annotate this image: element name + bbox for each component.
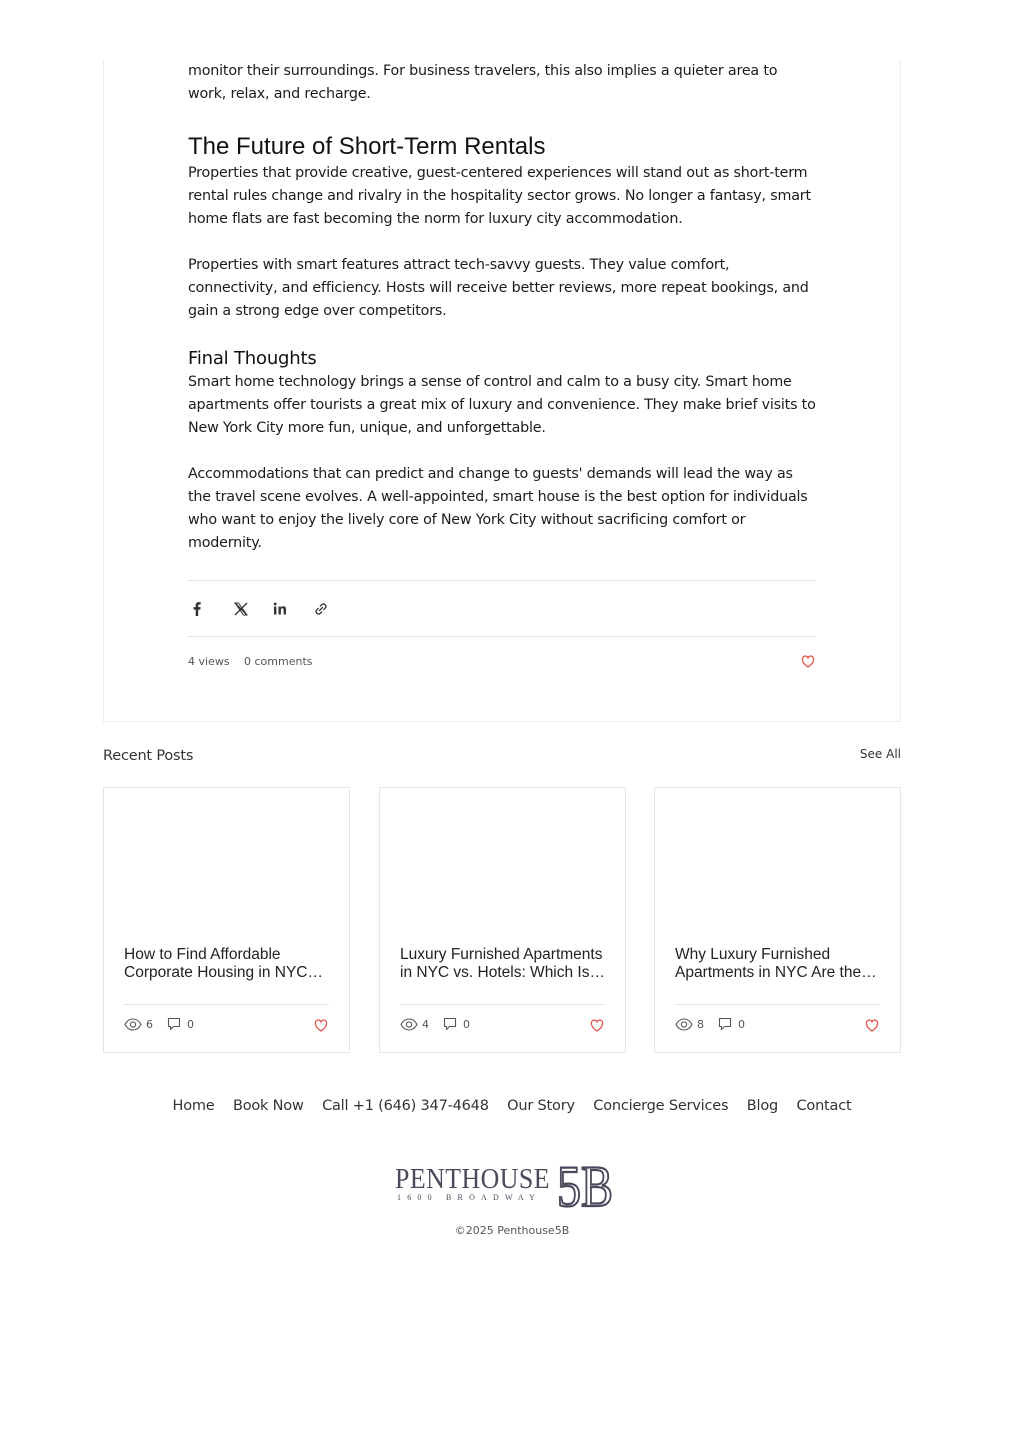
intro-paragraph-tail: monitor their surroundings. For business travelers, this also implies a quieter area to work, relax, and recharge.: [188, 63, 778, 102]
post-card[interactable]: [103, 787, 350, 1053]
comment-icon[interactable]: [443, 1017, 457, 1031]
comments-count: 0: [187, 1018, 194, 1031]
facebook-icon[interactable]: [188, 600, 206, 618]
post-title[interactable]: How to Find Affordable Corporate Housing in NYC…: [124, 946, 324, 981]
paragraph: Properties that provide creative, guest-centered experiences will stand out as short-term rental rules change and rivalry in the hospitality sector grows. No longer a fantasy, smart home flats are fast becoming the norm for luxury city accommodation.: [188, 165, 811, 227]
eye-icon: [675, 1018, 693, 1031]
x-icon[interactable]: [232, 600, 250, 618]
views-count: 6: [146, 1018, 153, 1031]
eye-icon: [124, 1018, 142, 1031]
share-bar: [188, 580, 816, 637]
footer-link-concierge[interactable]: Concierge Services: [593, 1098, 729, 1114]
post-title[interactable]: Luxury Furnished Apartments in NYC vs. Hotels: Which Is…: [400, 946, 605, 981]
footer-link-book-now[interactable]: Book Now: [232, 1098, 304, 1114]
link-icon[interactable]: [312, 600, 330, 618]
section-heading-final-thoughts: Final Thoughts: [188, 348, 317, 369]
recent-posts-title: Recent Posts: [103, 748, 194, 764]
divider: [675, 1004, 880, 1005]
footer-nav: [0, 1098, 1024, 1114]
eye-icon: [400, 1018, 418, 1031]
footer-link-home[interactable]: Home: [172, 1098, 215, 1114]
comments-count[interactable]: 0 comments: [244, 655, 313, 668]
post-card[interactable]: [654, 787, 901, 1053]
post-card-stats: [400, 1016, 605, 1034]
post-stats: [188, 652, 816, 672]
article-body: [188, 60, 818, 555]
comments-count: 0: [738, 1018, 745, 1031]
logo-text: PENTHOUSE: [395, 1164, 550, 1195]
comments-count: 0: [463, 1018, 470, 1031]
heart-icon[interactable]: [800, 653, 816, 669]
heart-icon[interactable]: [313, 1017, 329, 1033]
post-card-stats: [124, 1016, 329, 1034]
post-card-stats: [675, 1016, 880, 1034]
paragraph: Properties with smart features attract tech-savvy guests. They value comfort, connectivity, and efficiency. Hosts will receive better reviews, more repeat bookings, and gain a strong edge over competitors.: [188, 257, 809, 319]
views-count: 4 views: [188, 655, 230, 668]
footer-link-contact[interactable]: Contact: [796, 1098, 852, 1114]
logo-subtext: 1600 BROADWAY: [397, 1193, 542, 1202]
comment-icon[interactable]: [167, 1017, 181, 1031]
linkedin-icon[interactable]: [271, 600, 289, 618]
divider: [124, 1004, 329, 1005]
paragraph: Accommodations that can predict and change to guests' demands will lead the way as the travel scene evolves. A well-appointed, smart house is the best option for individuals who want to enjoy the lively core of New York City without sacrificing comfort or modernity.: [188, 466, 808, 551]
post-card[interactable]: [379, 787, 626, 1053]
footer-link-our-story[interactable]: Our Story: [507, 1098, 575, 1114]
views-count: 8: [697, 1018, 704, 1031]
comment-icon[interactable]: [718, 1017, 732, 1031]
copyright: ©2025 Penthouse5B: [454, 1224, 570, 1237]
logo-mark: 5B: [557, 1154, 613, 1219]
heart-icon[interactable]: [589, 1017, 605, 1033]
see-all-link[interactable]: See All: [859, 747, 901, 761]
paragraph: Smart home technology brings a sense of control and calm to a busy city. Smart home apartments offer tourists a great mix of luxury and convenience. They make brief visits to New York City more fun, unique, and unforgettable.: [188, 374, 816, 436]
heart-icon[interactable]: [864, 1017, 880, 1033]
section-heading-future: The Future of Short-Term Rentals: [188, 133, 546, 160]
divider: [400, 1004, 605, 1005]
views-count: 4: [422, 1018, 429, 1031]
footer-link-blog[interactable]: Blog: [746, 1098, 779, 1114]
post-title[interactable]: Why Luxury Furnished Apartments in NYC Are the…: [675, 946, 877, 981]
footer-link-call[interactable]: Call +1 (646) 347-4648: [322, 1098, 489, 1114]
penthouse-logo[interactable]: [395, 1150, 615, 1219]
